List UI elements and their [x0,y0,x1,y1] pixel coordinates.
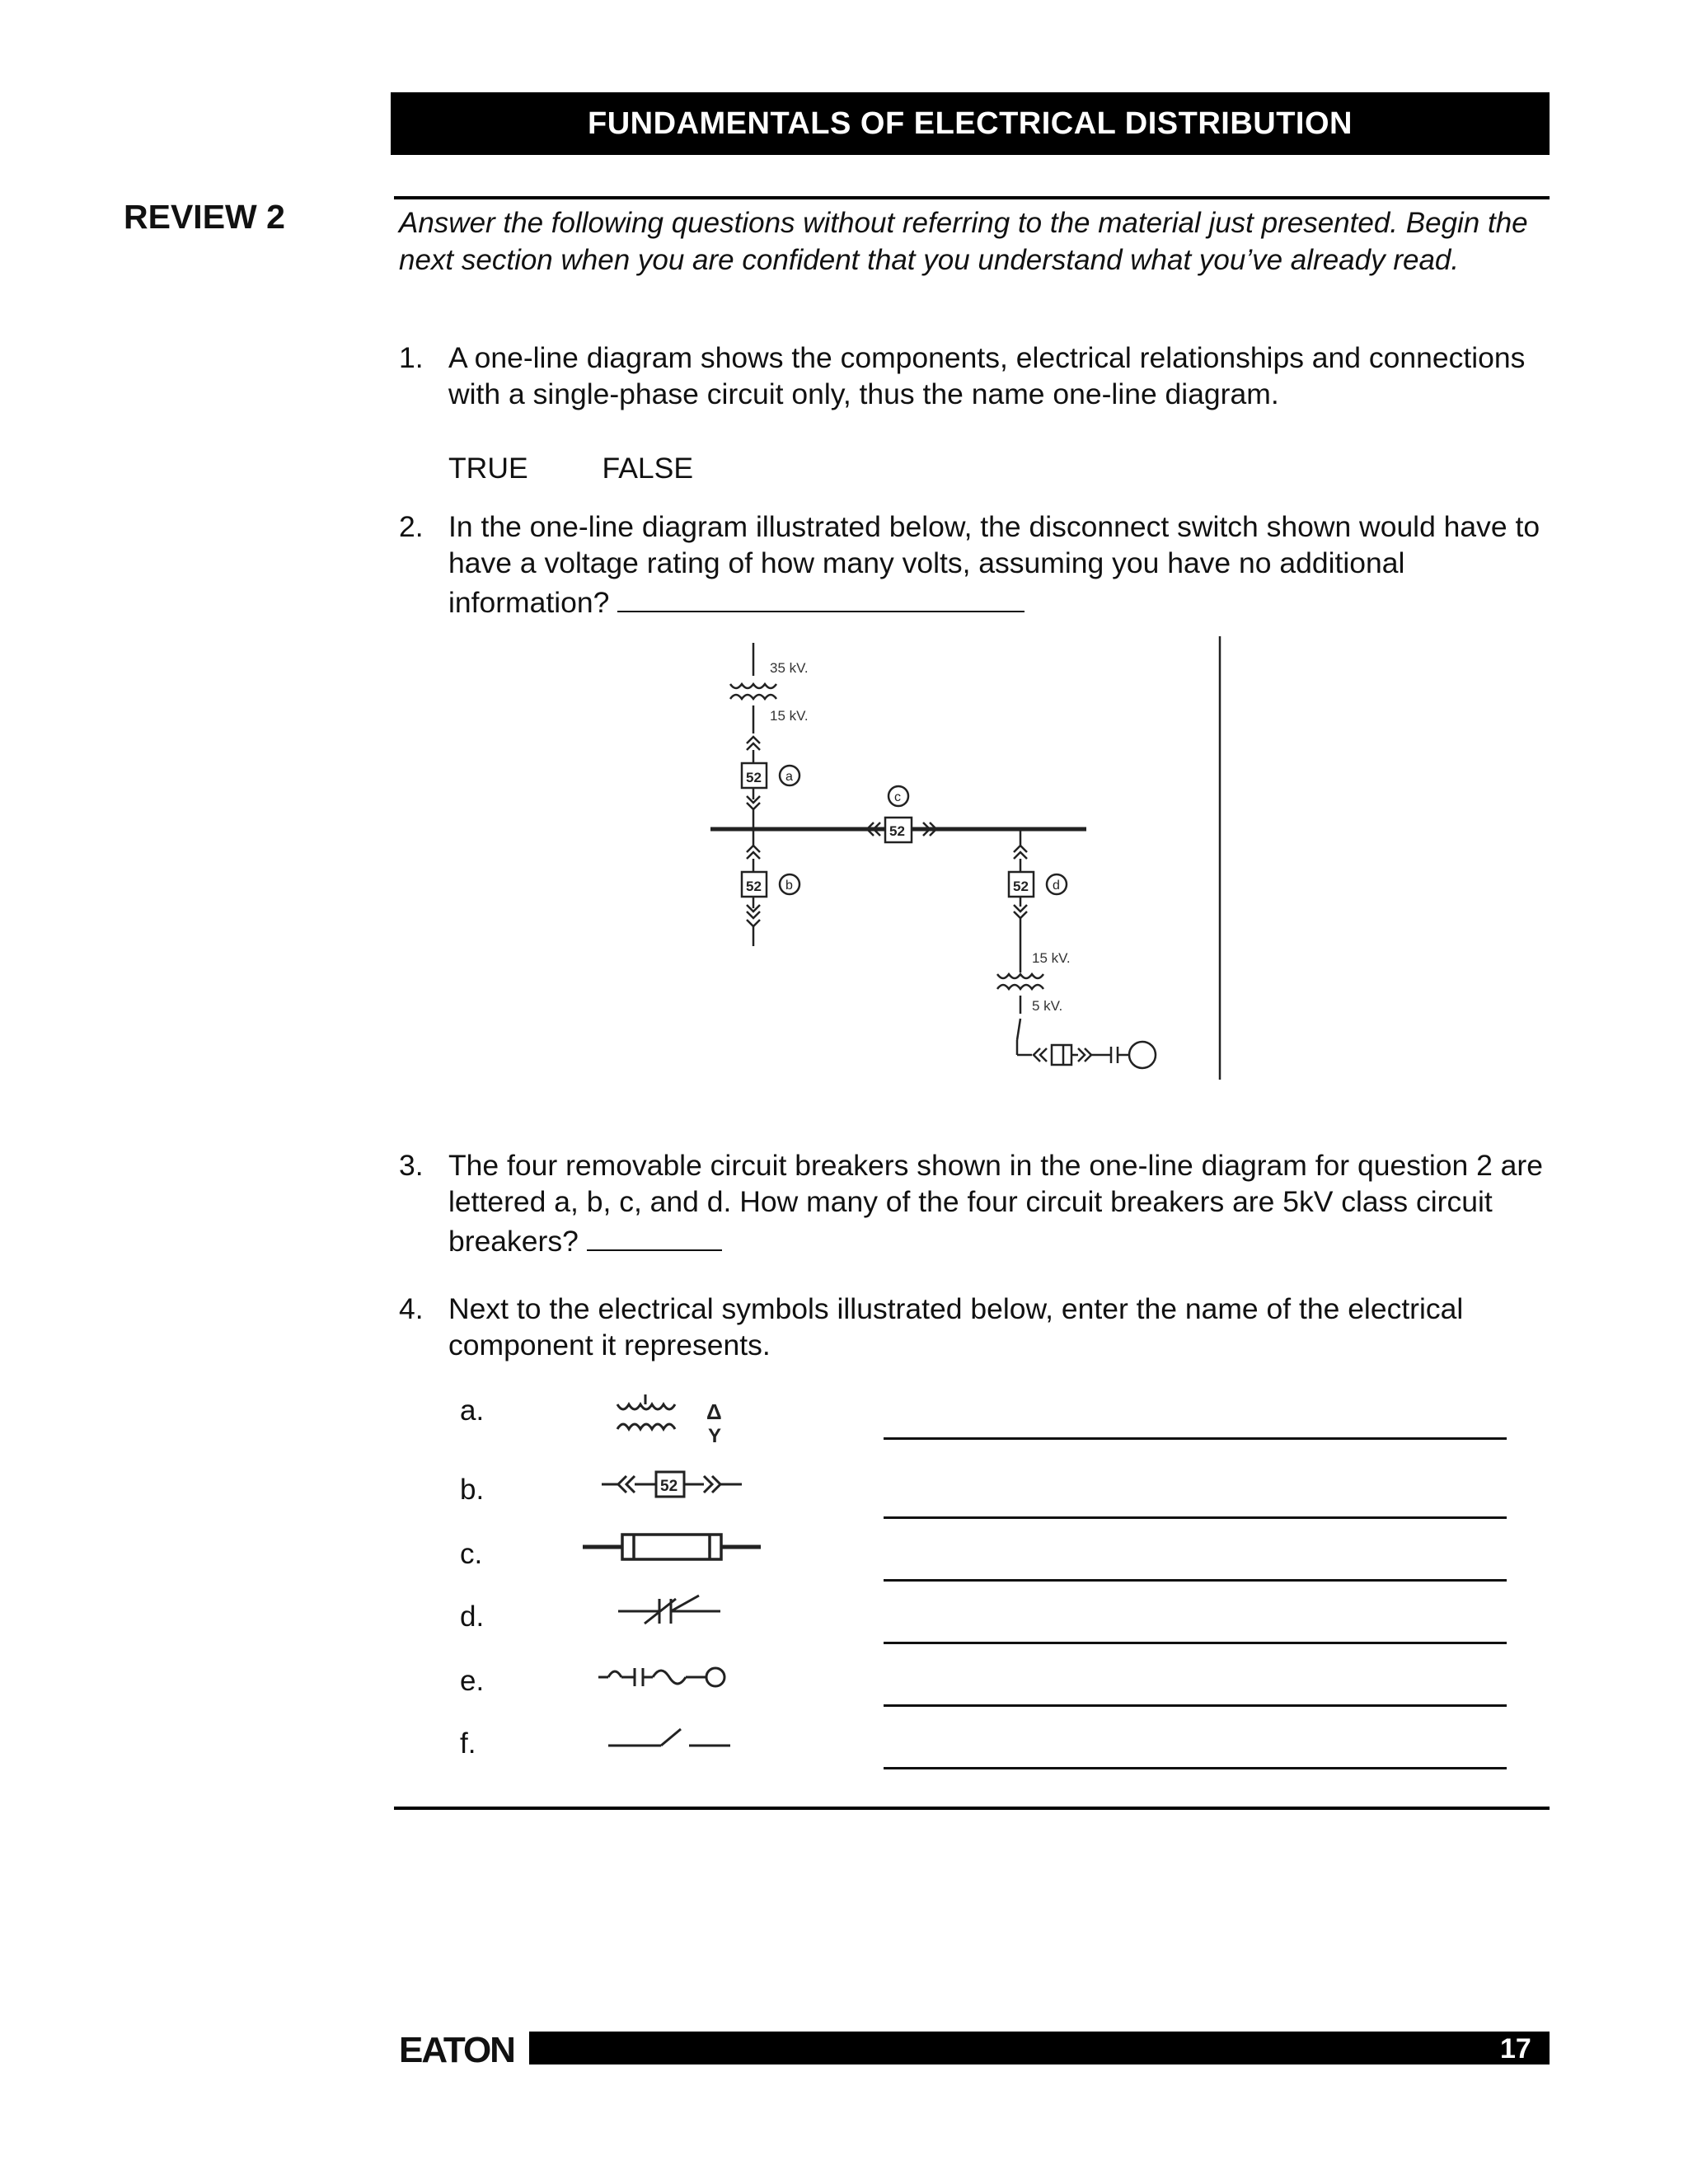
breaker-label: 52 [1013,879,1029,894]
option-label-a: a. [460,1394,485,1427]
switch-symbol [607,1716,738,1757]
breaker-label: 52 [746,770,762,785]
section-label: REVIEW 2 [124,198,285,236]
answer-line-c[interactable] [884,1579,1507,1582]
breaker-letter-c: c [894,790,901,804]
page-header [391,92,1550,155]
motor-symbol [1129,1042,1156,1068]
question-text: In the one-line diagram illustrated below, the disconnect switch shown would have to have a voltage rating of how many volts, assuming you have no additional information? [448,510,1540,619]
breaker-label: 52 [746,879,762,894]
fuse-symbol [581,1526,762,1568]
answer-line-d[interactable] [884,1642,1507,1644]
option-label-f: f. [460,1727,476,1760]
breaker-letter-a: a [785,770,793,784]
true-option[interactable]: TRUE [448,452,528,485]
footer-bar [529,2032,1550,2064]
fuse-symbol [1052,1045,1071,1065]
motor-starter-symbol [597,1655,745,1696]
page-number: 17 [1500,2033,1531,2064]
bottom-rule [394,1807,1550,1810]
load-secondary-voltage-label: 5 kV. [1032,998,1063,1014]
load-primary-voltage-label: 15 kV. [1032,950,1071,966]
answer-line-e[interactable] [884,1704,1507,1707]
answer-blank[interactable] [617,581,1025,612]
wye-mark: Y [708,1425,722,1447]
transformer-symbol [614,1391,738,1449]
answer-blank[interactable] [587,1220,722,1251]
breaker-label: 52 [889,823,905,839]
delta-mark: Δ [706,1399,722,1424]
option-label-d: d. [460,1601,485,1633]
drawout-breaker-symbol [600,1464,748,1505]
breaker-letter-d: d [1053,879,1060,893]
answer-line-f[interactable] [884,1767,1507,1769]
question-2 [399,509,1553,621]
option-label-c: c. [460,1538,483,1570]
question-text: Next to the electrical symbols illustrated below, enter the name of the electrical component it represents. [448,1292,1464,1361]
question-text: The four removable circuit breakers shown in the one-line diagram for question 2 are lettered a, b, c, and d. How many of the four circuit breakers are 5kV class circuit breakers? [448,1149,1543,1258]
answer-line-a[interactable] [884,1437,1507,1440]
question-number: 3. [399,1149,424,1182]
false-option[interactable]: FALSE [602,452,694,485]
option-label-b: b. [460,1474,485,1506]
header-title: FUNDAMENTALS OF ELECTRICAL DISTRIBUTION [588,105,1353,141]
breaker-label: 52 [660,1478,678,1495]
question-4 [399,1291,1553,1363]
option-label-e: e. [460,1665,485,1697]
normally-closed-contact-symbol [617,1589,724,1630]
eaton-logo [399,2030,523,2066]
primary-voltage-label: 35 kV. [770,660,809,676]
question-1 [399,340,1553,412]
breaker-letter-b: b [785,879,793,893]
disconnect-switch [1017,1019,1020,1040]
intro-text: Answer the following questions without referring to the material just presented. Begin the next section when you are confident that you understand what you’ve already read. [399,207,1528,276]
question-number: 2. [399,510,424,543]
top-rule [394,196,1550,199]
question-number: 4. [399,1292,424,1325]
one-line-diagram [709,635,1236,1096]
answer-line-b[interactable] [884,1516,1507,1519]
question-text: A one-line diagram shows the components, electrical relationships and connections with a single-phase circuit only, thus the name one-line diagram. [448,341,1526,410]
logo-text: EATON [399,2030,514,2066]
question-3 [399,1147,1553,1259]
question-number: 1. [399,341,424,374]
true-false-choices [448,452,759,485]
secondary-voltage-label: 15 kV. [770,708,809,724]
